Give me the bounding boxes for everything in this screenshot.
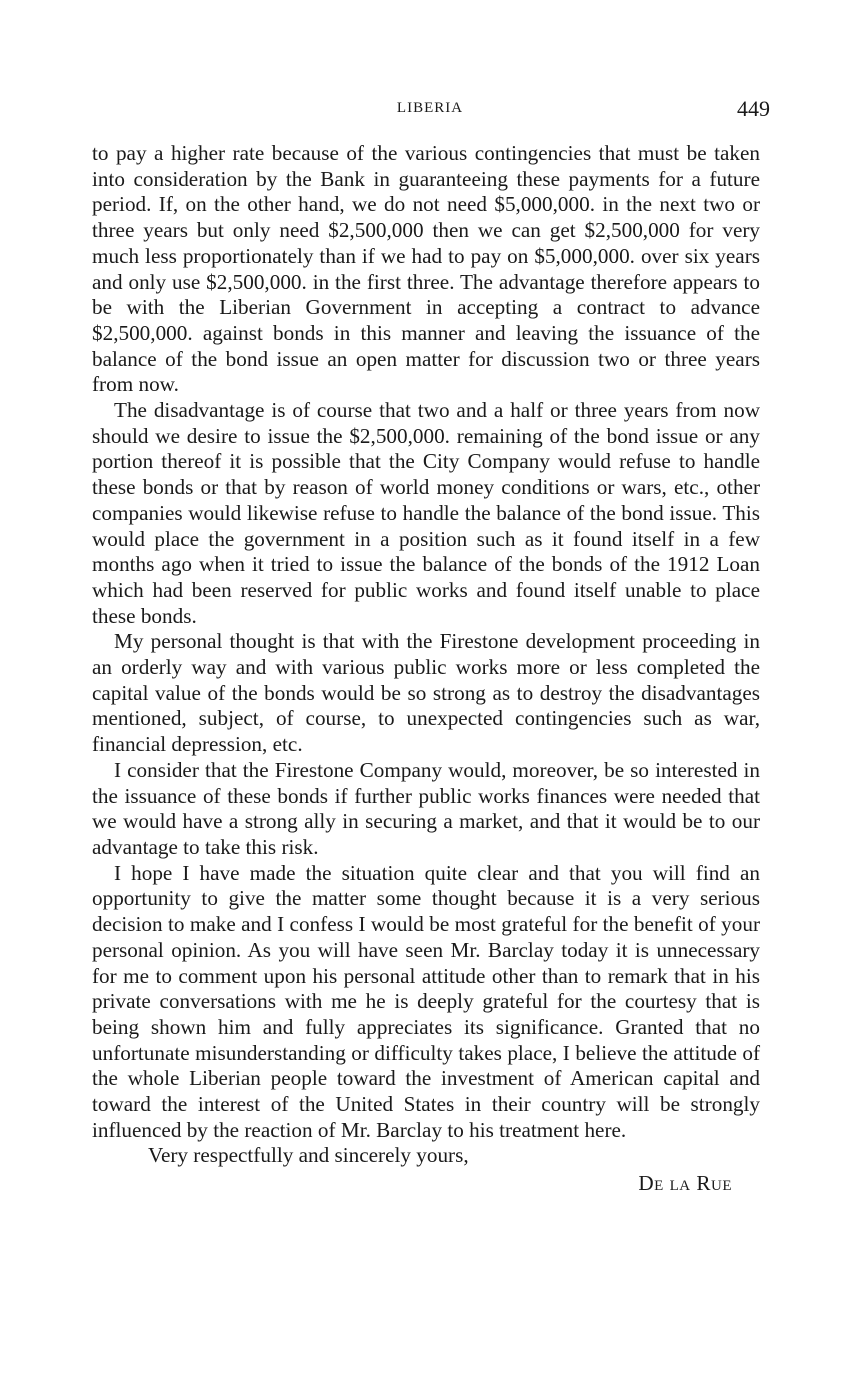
paragraph-personal-thought: My personal thought is that with the Firestone development proceeding in an orderly way and with various public works more or less completed the capital value of the bonds would be so strong as to destroy the disadvantages mentioned, subject, of course, to unexpected contingencies such as war, financial depression, etc. xyxy=(92,629,760,757)
paragraph-hope: I hope I have made the situation quite clear and that you will find an opportunity to give the matter some thought because it is a very serious decision to make and I confess I would be most grateful for the benefit of your personal opinion. As you will have seen Mr. Barclay today it is unnecessary for me to comment upon his personal attitude other than to remark that in his private conversations with me he is deeply grateful for the courtesy that is being shown him and fully appreciates its significance. Granted that no unfortunate misunderstanding or difficulty takes place, I believe the attitude of the whole Liberian people toward the investment of American capital and toward the interest of the United States in their country will be strongly influenced by the reaction of Mr. Barclay to his treatment here. xyxy=(92,860,760,1142)
running-header xyxy=(90,96,770,126)
closing-salutation: Very respectfully and sincerely yours, xyxy=(148,1143,469,1168)
letter-body xyxy=(92,141,760,1197)
paragraph-firestone: I consider that the Firestone Company would, moreover, be so interested in the issuance of these bonds if further public works finances were needed that we would have a strong ally in securing a market, and that it would be to our advantage to take this risk. xyxy=(92,757,760,859)
signature: De la Rue xyxy=(638,1171,732,1196)
paragraph-continued: to pay a higher rate because of the various contingencies that must be taken into consideration by the Bank in guaranteeing these payments for a future period. If, on the other hand, we do not need $5,000,000. in the next two or three years but only need $2,500,000 then we can get $2,500,000 for very much less proportionately than if we had to pay on $5,000,000. over six years and only use $2,500,000. in the first three. The advantage therefore appears to be with the Liberian Government in accepting a contract to advance $2,500,000. against bonds in this manner and leaving the issuance of the balance of the bond issue an open matter for discussion two or three years from now. xyxy=(92,141,760,397)
page-number: 449 xyxy=(737,96,770,121)
paragraph-disadvantage: The disadvantage is of course that two and a half or three years from now should we desire to issue the $2,500,000. remaining of the bond issue or any portion thereof it is possible that the City Company would refuse to handle these bonds or that by reason of world money conditions or wars, etc., other companies would likewise refuse to handle the balance of the bond issue. This would place the government in a position such as it found itself in a few months ago when it tried to issue the balance of the bonds of the 1912 Loan which had been reserved for public works and found itself unable to place these bonds. xyxy=(92,398,760,628)
header-title: LIBERIA xyxy=(396,100,464,116)
